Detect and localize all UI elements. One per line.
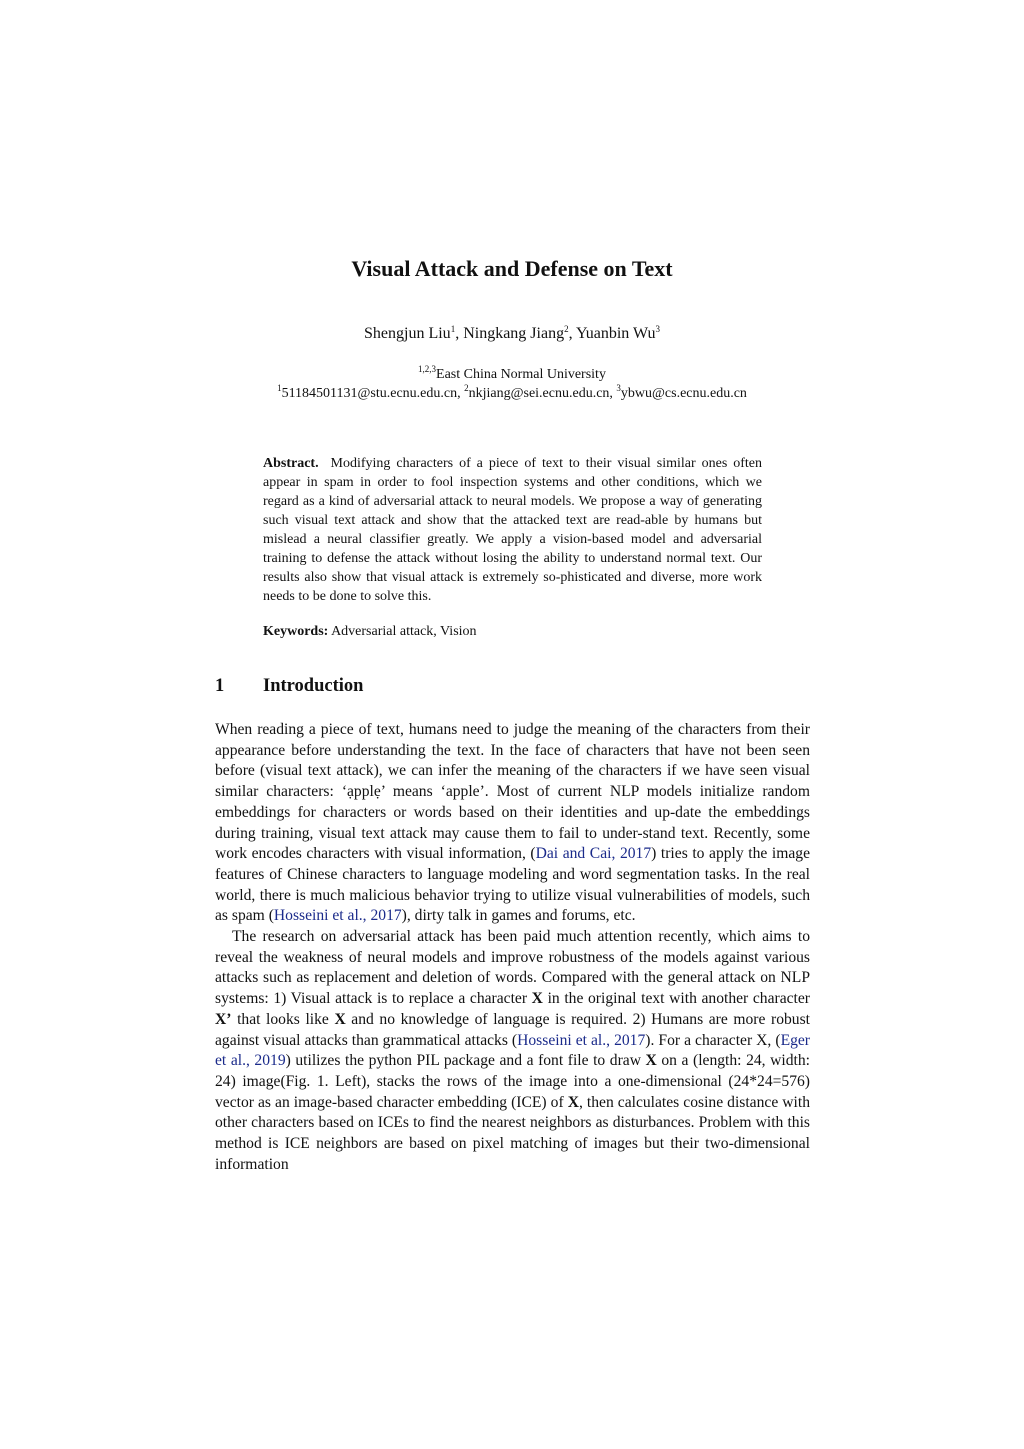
citation-link[interactable]: Hosseini et al., 2017 <box>517 1031 646 1049</box>
paragraph-text: ) utilizes the python PIL package and a font file to draw <box>285 1052 646 1070</box>
section-heading <box>215 676 363 697</box>
paragraph-text: The research on adversarial attack has been paid much attention recently, which aims to reveal the weakness of neural models and improve robustness of the models against various attacks such as replacement and deletion of words. Compared with the general attack on NLP systems: 1) Visual attack is to replace a character <box>215 928 810 1008</box>
affiliation-mark: 1,2,3 <box>418 364 437 374</box>
affiliation <box>0 365 1024 384</box>
paragraph <box>215 720 810 927</box>
author-mark: 1 <box>450 324 456 334</box>
paragraph <box>215 927 810 1175</box>
citation-link[interactable]: Eger et al., 2019 <box>215 1031 810 1070</box>
paragraph-text: ), dirty talk in games and forums, etc. <box>401 907 636 925</box>
paragraph-text: When reading a piece of text, humans need to judge the meaning of the characters from their appearance before understanding the text. In the face of characters that have not been seen before (visual text attack), we can infer the meaning of the characters if we have seen visual similar characters: ‘ạpplẹ’ means ‘apple’. Most of current NLP models initialize random embeddings for characters or words based on their identities and up-date the embeddings during training, visual text attack may cause them to fail to under-stand text. Recently, some work encodes characters with visual information, ( <box>215 721 810 863</box>
section-number: 1 <box>215 676 225 696</box>
email-mark: 3 <box>616 383 621 393</box>
symbol: X <box>645 1052 657 1070</box>
paragraph-text: ). For a character X, ( <box>645 1031 781 1049</box>
paragraph-text: ) tries to apply the image features of Chinese characters to language modeling and word segmentation tasks. In the real world, there is much malicious behavior trying to utilize visual vulnerabilities of models, such as spam ( <box>215 845 810 925</box>
email: ybwu@cs.ecnu.edu.cn <box>620 386 747 401</box>
body-text <box>215 720 810 1175</box>
paper-title: Visual Attack and Defense on Text <box>351 256 673 281</box>
author-name: Yuanbin Wu <box>575 325 656 342</box>
symbol: X’ <box>215 1010 232 1028</box>
keywords-text: Adversarial attack, Vision <box>331 624 477 639</box>
email: nkjiang@sei.ecnu.edu.cn <box>468 386 610 401</box>
paragraph-text: and no knowledge of language is required. 2) Humans are more robust against visual attacks than grammatical attacks ( <box>215 1010 810 1049</box>
paragraph-text: , then calculates cosine distance with other characters based on ICEs to find the nearest neighbors as disturbances. Problem with this method is ICE neighbors are based on pixel matching of images but their two-dimensional information <box>215 1093 811 1173</box>
author-list: Shengjun Liu$^1$, Ningkang Jiang$^2$, Yuanbin Wu$^3$ <box>364 324 660 342</box>
author-name: Shengjun Liu <box>364 325 451 342</box>
affiliation-block <box>0 365 1024 403</box>
email-line: $^1$51184501131@stu.ecnu.edu.cn, $^2$nkjiang@sei.ecnu.edu.cn, $^3$ybwu@cs.ecnu.edu.cn <box>277 383 747 401</box>
author-name: Ningkang Jiang <box>463 325 565 342</box>
citation-link[interactable]: Hosseini et al., 2017 <box>273 907 402 925</box>
symbol: X <box>567 1093 579 1111</box>
abstract-text: Modifying characters of a piece of text to their visual similar ones often appear in spam in order to fool inspection systems and other conditions, which we regard as a kind of adversarial attack to neural models. We propose a way of generating such visual text attack and show that the attacked text are read-able by humans but mislead a neural classifier greatly. We apply a vision-based model and adversarial training to defense the attack without losing the ability to understand normal text. Our results also show that visual attack is extremely so-phisticated and diverse, more work needs to be done to solve this. <box>263 456 763 604</box>
affiliation-name: East China Normal University <box>436 367 606 382</box>
email: 51184501131@stu.ecnu.edu.cn <box>281 386 458 401</box>
author-mark: 2 <box>564 324 569 334</box>
citation-link[interactable]: Dai and Cai, 2017 <box>535 845 652 863</box>
paragraph-text: on a (length: 24, width: 24) image(Fig. 1. Left), stacks the rows of the image into a one-dimensional (24*24=576) vector as an image-based character embedding (ICE) of <box>215 1052 810 1111</box>
paragraph-text: in the original text with another character <box>542 990 811 1008</box>
abstract <box>263 454 762 606</box>
symbol: X <box>334 1010 346 1028</box>
symbol: X <box>531 990 543 1008</box>
keywords-label: Keywords: <box>263 624 329 639</box>
paragraph-text: that looks like <box>231 1010 335 1028</box>
abstract-label: Abstract. <box>263 456 319 471</box>
section-title: Introduction <box>263 676 364 696</box>
keywords <box>263 624 762 640</box>
author-mark: 3 <box>655 324 660 334</box>
email-mark: 1 <box>277 383 282 393</box>
email-mark: 2 <box>464 383 469 393</box>
